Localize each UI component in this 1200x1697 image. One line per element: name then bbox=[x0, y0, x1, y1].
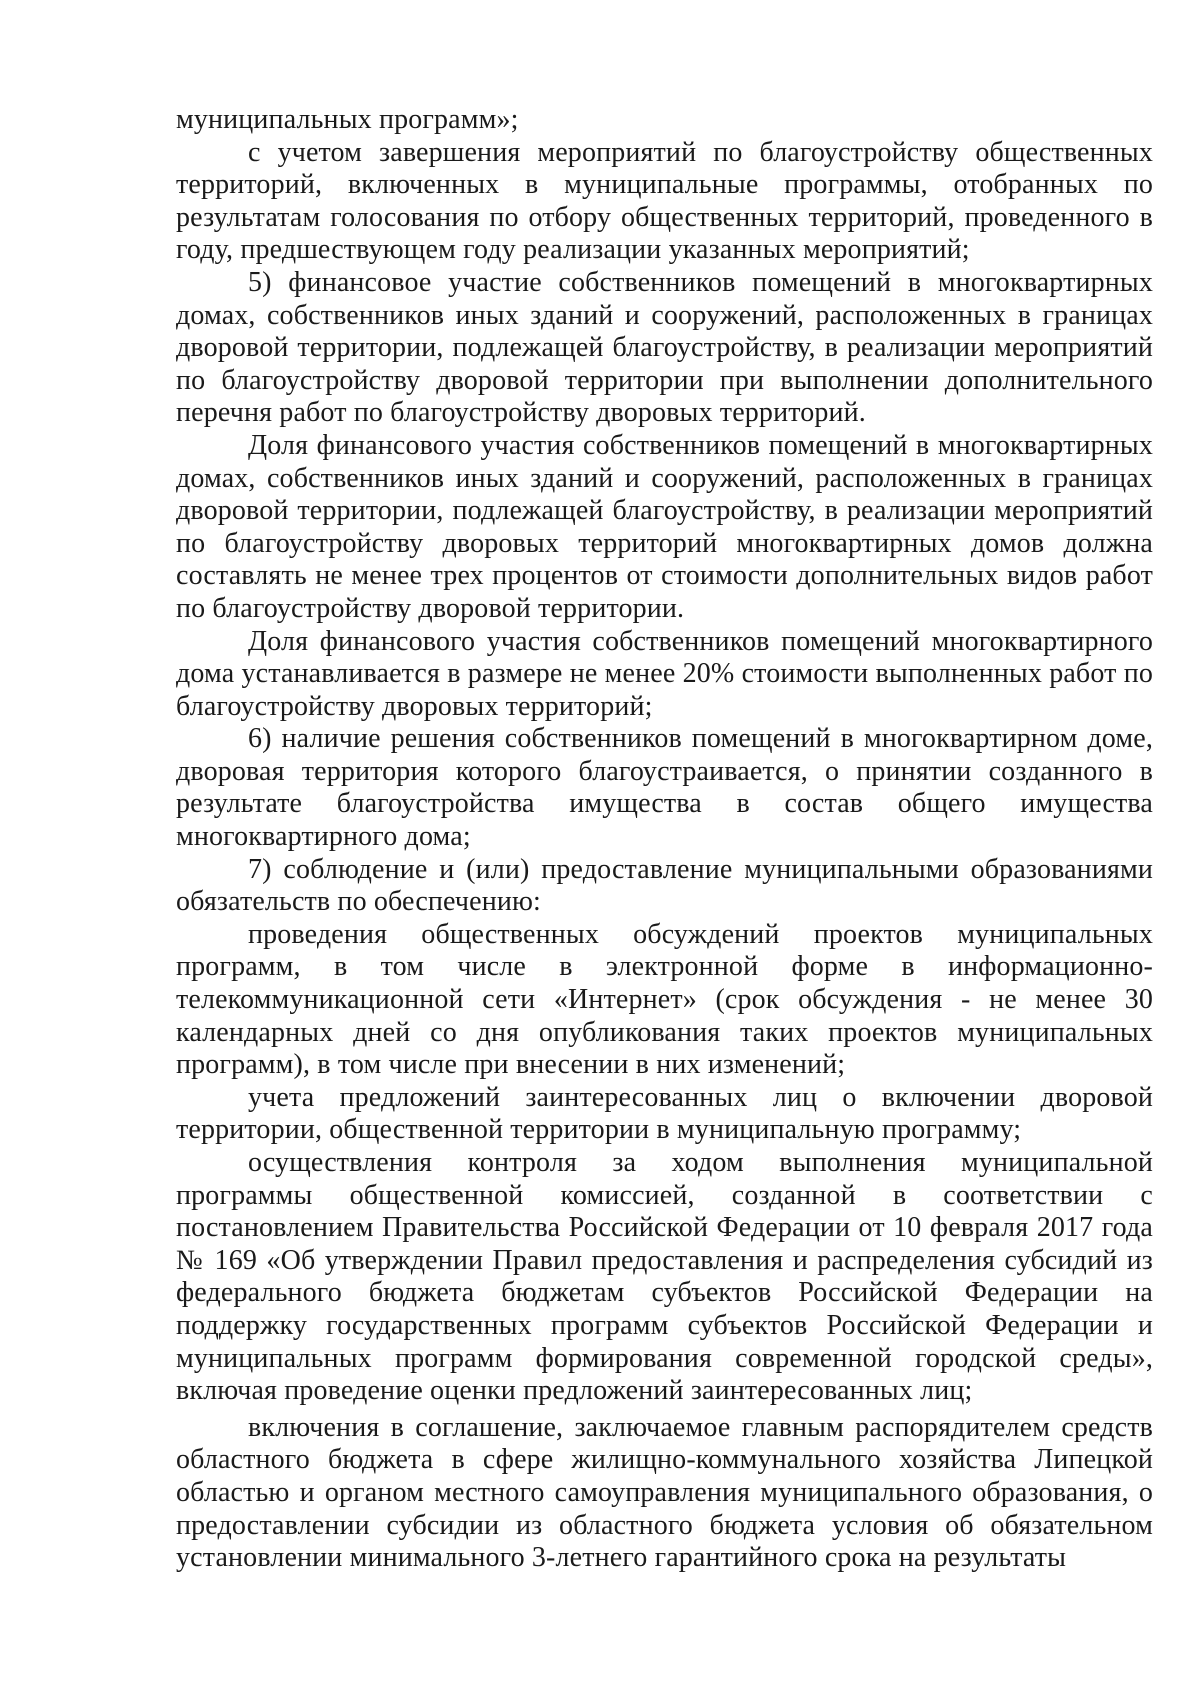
paragraph-item-7-obligations: 7) соблюдение и (или) предоставление муниципальными образованиями обязательств по обеспечению: bbox=[176, 853, 1153, 918]
paragraph-item-5-financial-participation: 5) финансовое участие собственников помещений в многоквартирных домах, собственников иных зданий и сооружений, расположенных в границах дворовой территории, подлежащей благоустройству, в реализации мероприятий по благоустройству дворовой территории при выполнении дополнительного перечня работ по благоустройству дворовых территорий. bbox=[176, 266, 1153, 429]
paragraph-item-6-owners-decision: 6) наличие решения собственников помещений в многоквартирном доме, дворовая территория которого благоустраивается, о принятии созданного в результате благоустройства имущества в состав общего имущества многоквартирного дома; bbox=[176, 723, 1153, 853]
paragraph-agreement-inclusion: включения в соглашение, заключаемое главным распорядителем средств областного бюджета в сфере жилищно-коммунального хозяйства Липецкой областью и органом местного самоуправления муниципального образования, о предоставлении субсидии из областного бюджета условия об обязательном установлении минимального 3-летнего гарантийного срока на результаты bbox=[176, 1411, 1153, 1574]
paragraph-share-twenty-percent: Доля финансового участия собственников помещений многоквартирного дома устанавливается в размере не менее 20% стоимости выполненных работ по благоустройству дворовых территорий; bbox=[176, 625, 1153, 722]
document-page bbox=[176, 104, 1153, 1575]
paragraph-program-control: осуществления контроля за ходом выполнения муниципальной программы общественной комиссией, созданной в соответствии с постановлением Правительства Российской Федерации от 10 февраля 2017 года № 169 «Об утверждении Правил предоставления и распределения субсидий из федерального бюджета бюджетам субъектов Российской Федерации на поддержку государственных программ субъектов Российской Федерации и муниципальных программ формирования современной городской среды», включая проведение оценки предложений заинтересованных лиц; bbox=[176, 1147, 1153, 1407]
paragraph-share-three-percent: Доля финансового участия собственников помещений в многоквартирных домах, собственников иных зданий и сооружений, расположенных в границах дворовой территории, подлежащей благоустройству, в реализации мероприятий по благоустройству дворовых территорий многоквартирных домов должна составлять не менее трех процентов от стоимости дополнительных видов работ по благоустройству дворовой территории. bbox=[176, 429, 1153, 624]
paragraph-stakeholder-proposals: учета предложений заинтересованных лиц о включении дворовой территории, общественной территории в муниципальную программу; bbox=[176, 1081, 1153, 1146]
paragraph-continuation: муниципальных программ»; bbox=[176, 104, 519, 135]
paragraph-completion-of-public-territories: с учетом завершения мероприятий по благоустройству общественных территорий, включенных в муниципальные программы, отобранных по результатам голосования по отбору общественных территорий, проведенного в году, предшествующем году реализации указанных мероприятий; bbox=[176, 136, 1153, 266]
paragraph-public-discussions: проведения общественных обсуждений проектов муниципальных программ, в том числе в электронной форме в информационно-телекоммуникационной сети «Интернет» (срок обсуждения - не менее 30 календарных дней со дня опубликования таких проектов муниципальных программ), в том числе при внесении в них изменений; bbox=[176, 918, 1153, 1081]
